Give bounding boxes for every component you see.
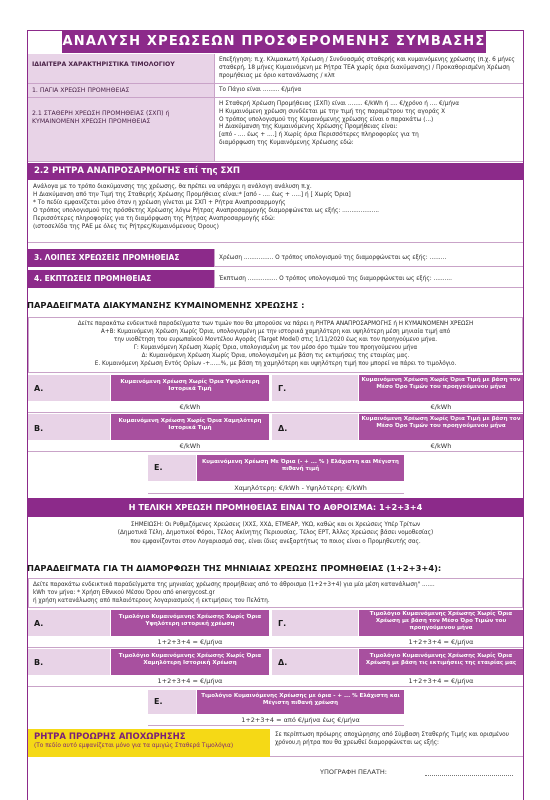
example-g-unit: €/kWh (430, 403, 452, 411)
intro-line: Δ: Κυμαινόμενη Χρέωση Χωρίς Όρια, υπολογισμένη με βάση τις εκτιμήσεις της εταιρίας μας. (141, 352, 410, 359)
variable-charge-row (28, 98, 523, 162)
examples-monthly-title: ΠΑΡΑΔΕΙΓΜΑΤΑ ΓΙΑ ΤΗ ΔΙΑΜΟΡΦΩΣΗ ΤΗΣ ΜΗΝΙΑΙΑΣ ΧΡΕΩΣΗΣ ΠΡΟΜΗΘΕΙΑΣ (1+2+3+4): (27, 563, 442, 573)
features-label: ΙΔΙΑΙΤΕΡΑ ΧΑΡΑΚΤΗΡΙΣΤΙΚΑ ΤΙΜΟΛΟΓΙΟΥ (28, 54, 214, 83)
monthly-d-sum: 1+2+3+4 = €/μήνα (408, 677, 474, 685)
intro-line: Δείτε παρακάτω ενδεικτικά παραδείγματα των τιμών που θα μπορούσε να πάρει η ΡΗΤΡΑ ΑΝΑΠΡΟΣΑΡΜΟΓΗΣ ή Η ΚΥΜΑΙΝΟΜΕΝΗ ΧΡΕΩΣΗ (77, 321, 474, 327)
variable-line: Ο τρόπος υπολογισμού της Κυμαινόμενης χρέωσης είναι ο παρακάτω (...) (219, 116, 434, 123)
intro-line: Δείτε παρακάτω ενδεικτικά παραδείγματα της μηνιαίας χρέωσης προμήθειας από το άθροισμα (1+2+3+4) για μία μέση κατανάλωση" ....... (33, 582, 435, 588)
variable-line: διαμόρφωση της Κυμαινόμενης Χρέωσης εδώ: (219, 140, 354, 147)
example-g-letter: Γ. (278, 384, 287, 393)
divider (28, 686, 523, 687)
final-charge-note (28, 521, 523, 546)
example-g-header: Κυμαινόμενη Χρέωση Χωρίς Όρια Τιμή με βάση τον Μέσο Όρο Τιμών του προηγούμενου μήνα (359, 375, 523, 401)
monthly-g-sum: 1+2+3+4 = €/μήνα (408, 638, 474, 646)
clause-line: Ο τρόπος υπολογισμού της πρόσθετης Χρέωσης λόγω Ρήτρας Αναπροσαρμογής διαμορφώνεται ως εξής: .................... (33, 207, 379, 214)
other-charges-label: 3. ΛΟΙΠΕΣ ΧΡΕΩΣΕΙΣ ΠΡΟΜΗΘΕΙΑΣ (28, 249, 214, 267)
examples-variation-title: ΠΑΡΑΔΕΙΓΜΑΤΑ ΔΙΑΚΥΜΑΝΣΗΣ ΚΥΜΑΙΝΟΜΕΝΗΣ ΧΡΕΩΣΗΣ : (27, 300, 305, 310)
features-value: Επεξήγηση: π.χ. Κλιμακωτή Χρέωση / Συνδυασμός σταθερής και κυμαινόμενης χρέωσης (π.χ. 6 μήνες σταθερή, 18 μήνες Κυμαινόμενη με Ρήτρα ΤΕΑ χωρίς όρια διακύμανσης) / Προκαθορισμένη Χρέωση προμήθειας με όριο κατανάλωσης / κλπ (214, 54, 523, 83)
page-title: ΑΝΑΛΥΣΗ ΧΡΕΩΣΕΩΝ ΠΡΟΣΦΕΡΟΜΕΝΗΣ ΣΥΜΒΑΣΗΣ (62, 31, 486, 53)
variable-line: Η Κυμαινόμενη χρέωση συνδέεται με την τιμή της παραμέτρου της αγοράς Χ (219, 108, 446, 115)
intro-line: ή χρήση κατανάλωσης από παλαιότερους λογαριασμούς ή εκτιμήσεις του Πελάτη. (33, 597, 270, 604)
clause-line: Περισσότερες πληροφορίες για τη διαμόρφωση της Ρήτρας Αναπροσαρμογής εδώ: (33, 215, 275, 222)
adjustment-clause-text (28, 181, 523, 243)
intro-line: Ε. Κυμαινόμενη Χρέωση Εντός Ορίων -+......%, με βάση τη χαμηλότερη και υψηλότερη τιμή που μπορεί να πάρει το τιμολόγιο. (94, 360, 457, 367)
early-termination-box (28, 729, 270, 757)
example-e-letter: Ε. (154, 463, 163, 472)
divider (148, 725, 404, 726)
fixed-charge-row (28, 84, 523, 98)
monthly-e-letter: Ε. (154, 697, 163, 706)
divider (28, 412, 523, 413)
variable-line: Η Διακύμανση της Κυμαινόμενης Χρέωσης Προμήθειας είναι: (219, 124, 398, 131)
features-row (28, 54, 523, 84)
intro-line: Γ: Κυμαινόμενη Χρέωση Χωρίς Όρια, υπολογισμένη με τον μέσο όρο τιμών του προηγούμενου μήνα (133, 344, 418, 351)
early-termination-text: Σε περίπτωση πρόωρης αποχώρησης από Σύμβαση Σταθερής Τιμής και ορισμένου χρόνου,η ρήτρα που θα χρεωθεί διαμορφώνεται ως εξής: (270, 729, 523, 757)
monthly-d-letter: Δ. (278, 658, 288, 667)
monthly-b-header: Τιμολόγιο Κυμαινόμενης Χρέωσης Χωρίς Όρια Χαμηλότερη Ιστορική Χρέωση (111, 649, 269, 675)
divider (148, 493, 404, 494)
example-a-letter: Α. (34, 384, 44, 393)
example-b-letter: Β. (34, 424, 44, 433)
clause-line: Η Διακύμανση από την Τιμή της Σταθερής Χρέωσης Προμήθειας είναι:* [από - .... έως + .....] ή [ Χωρίς Όρια] (33, 191, 351, 198)
monthly-b-sum: 1+2+3+4 = €/μήνα (157, 677, 223, 685)
clause-line: Ανάλογα με το τρόπο διακύμανσης της χρέωσης, θα πρέπει να υπάρχει η ανάλογη ανάλυση π.χ. (33, 184, 312, 190)
example-d-header: Κυμαινόμενη Χρέωση Χωρίς Όρια Τιμή με βάση τον Μέσο Όρο Τιμών του προηγούμενου μήνα (359, 414, 523, 440)
fixed-charge-label: 1. ΠΑΓΙΑ ΧΡΕΩΣΗ ΠΡΟΜΗΘΕΙΑΣ (28, 84, 214, 97)
note-line: ΣΗΜΕΙΩΣΗ: Οι Ρυθμιζόμενες Χρεώσεις (ΧΧΣ, ΧΧΔ, ΕΤΜΕΑΡ, ΥΚΩ, καθώς και οι Χρεώσεις Υπέρ Τρίτων (130, 522, 421, 528)
early-termination-title: ΡΗΤΡΑ ΠΡΟΩΡΗΣ ΑΠΟΧΩΡΗΣΗΣ (34, 732, 186, 742)
monthly-e-header: Τιμολόγιο Κυμαινόμενης Χρέωσης με όρια - + ... % Ελάχιστη και Μέγιστη πιθανή χρέωση (197, 690, 404, 714)
divider (28, 451, 523, 452)
example-b-unit: €/kWh (179, 442, 201, 450)
examples-monthly-intro (28, 578, 523, 608)
variable-charge-value (214, 98, 523, 161)
note-line: που εμφανίζονται στον Λογαριασμό σας, είναι ίδιες ανεξαρτήτως το ποιος είναι ο Προμηθευτής σας. (130, 538, 421, 545)
monthly-b-letter: Β. (34, 658, 44, 667)
example-e-values: Χαμηλότερη: €/kWh - Υψηλότερη: €/kWh (234, 484, 367, 492)
example-b-header: Κυμαινόμενη Χρέωση Χωρίς Όρια Χαμηλότερη Ιστορικά Τιμή (111, 414, 269, 440)
example-e-header: Κυμαινόμενη Χρέωση Με Όρια (- + ... % ) Ελάχιστη και Μέγιστη πιθανή τιμή (197, 455, 404, 481)
monthly-a-sum: 1+2+3+4 = €/μήνα (157, 638, 223, 646)
final-charge-banner: Η ΤΕΛΙΚΗ ΧΡΕΩΣΗ ΠΡΟΜΗΘΕΙΑΣ ΕΙΝΑΙ ΤΟ ΑΘΡΟΙΣΜΑ: 1+2+3+4 (28, 498, 523, 517)
example-d-letter: Δ. (278, 424, 288, 433)
signature-field[interactable] (425, 775, 513, 776)
monthly-a-header: Τιμολόγιο Κυμαινόμενης Χρέωσης Χωρίς Όρια Υψηλότερη ιστορική χρέωση (111, 610, 269, 636)
intro-line: kWh τον μήνα: * Χρήση Εθνικού Μέσου Όρου από energycost.gr (33, 589, 215, 596)
example-a-unit: €/kWh (179, 403, 201, 411)
example-a-header: Κυμαινόμενη Χρέωση Χωρίς Όρια Υψηλότερη Ιστορικά Τιμή (111, 375, 269, 401)
adjustment-clause-header: 2.2 ΡΗΤΡΑ ΑΝΑΠΡΟΣΑΡΜΟΓΗΣ επί της ΣΧΠ (28, 163, 523, 180)
variable-charge-label: 2.1 ΣΤΑΘΕΡΗ ΧΡΕΩΣΗ ΠΡΟΜΗΘΕΙΑΣ (ΣΧΠ) ή ΚΥΜΑΙΝΟΜΕΝΗ ΧΡΕΩΣΗ ΠΡΟΜΗΘΕΙΑΣ (28, 98, 214, 161)
intro-line: Α+Β: Κυμαινόμενη Χρέωση Χωρίς Όρια, υπολογισμένη με την ιστορικά χαμηλότερη και υψηλότερη μέση μηνιαία τιμή από (100, 328, 451, 335)
monthly-a-letter: Α. (34, 619, 44, 628)
monthly-d-header: Τιμολόγιο Κυμαινόμενης Χρέωσης Χωρίς Όρια Χρέωση με βάση τις εκτιμήσεις της εταιρίας μας (359, 649, 523, 675)
variable-line: Η Σταθερή Χρέωση Προμήθειας (ΣΧΠ) είναι ........ €/kWh ή .... €/χρόνο ή .... €/μήνα (219, 101, 460, 107)
fixed-charge-value: Το Πάγιο είναι ......... €/μήνα (214, 84, 523, 97)
monthly-g-header: Τιμολόγιο Κυμαινόμενης Χρέωσης Χωρίς Όρια Χρέωση με βάση τον Μέσο Όρο Τιμών του προηγούμενου μήνα (359, 610, 523, 636)
clause-line: (ιστοσελίδα της ΡΑΕ με όλες τις Ρήτρες/Κυμαινόμενους Όρους) (33, 223, 219, 230)
other-charges-value: Χρέωση ................ Ο τρόπος υπολογισμού της διαμορφώνεται ως εξής: ......... (214, 249, 523, 267)
discounts-value: Έκπτωση ................ Ο τρόπος υπολογισμού της διαμορφώνεται ως εξής: .......... (214, 270, 523, 288)
early-termination-subtitle: (Το πεδίο αυτό εμφανίζεται μόνο για τα αμιγώς Σταθερά Τιμολόγια) (34, 743, 234, 749)
variable-line: [από - .... έως + ....] ή Χωρίς όρια Περισσότερες πληροφορίες για τη (219, 132, 419, 139)
clause-line: * Το πεδίο εμφανίζεται μόνο όταν η χρέωση γίνεται με ΣΧΠ + Ρήτρα Αναπροσαρμογής (33, 199, 286, 206)
intro-line: την υιοθέτηση του ευρωπαϊκού Μοντέλου Αγοράς (Target Model) στις 1/11/2020 έως και τον προηγούμενο μήνα. (113, 336, 438, 343)
monthly-g-letter: Γ. (278, 619, 287, 628)
discounts-label: 4. ΕΚΠΤΩΣΕΙΣ ΠΡΟΜΗΘΕΙΑΣ (28, 270, 214, 288)
signature-label: ΥΠΟΓΡΑΦΗ ΠΕΛΑΤΗ: (320, 768, 387, 776)
note-line: (Δημοτικά Τέλη, Δημοτικοί Φόροι, Τέλος Ακίνητης Περιουσίας, Τέλος ΕΡΤ, Άλλες Χρεώσεις βάσει νομοθεσίας) (117, 530, 434, 537)
example-d-unit: €/kWh (430, 442, 452, 450)
examples-variation-intro (28, 317, 523, 373)
divider (28, 647, 523, 648)
monthly-e-sum: 1+2+3+4 = από €/μήνα έως €/μήνα (241, 716, 360, 724)
